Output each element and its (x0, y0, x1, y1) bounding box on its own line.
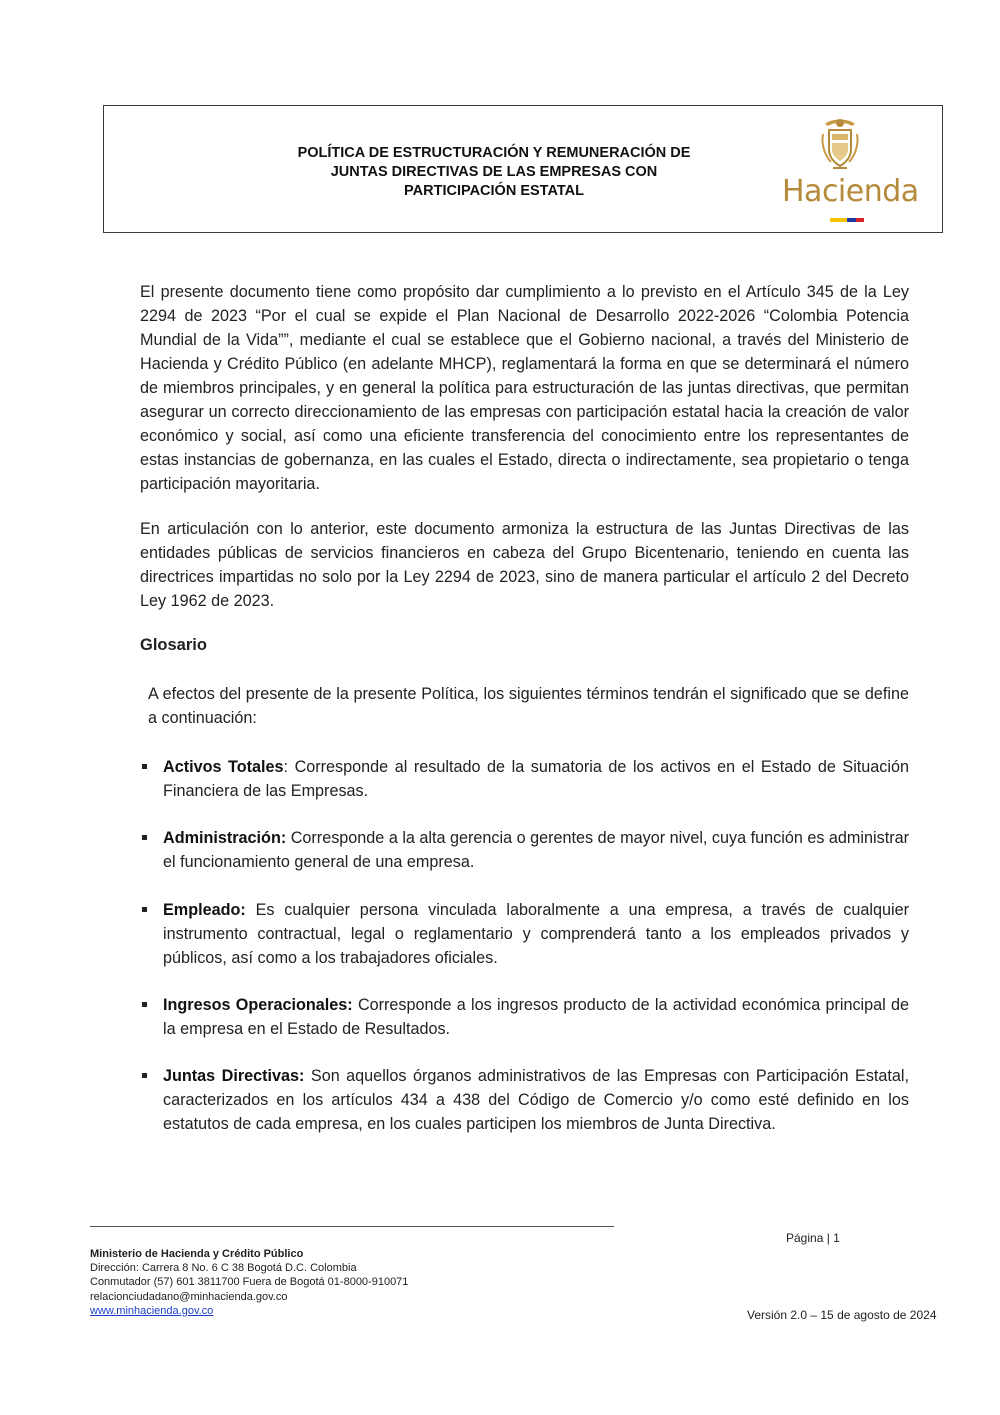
intro-paragraph: El presente documento tiene como propósito dar cumplimiento a lo previsto en el Artículo 345 de la Ley 2294 de 2023 “Por el cual se expide el Plan Nacional de Desarrollo 2022-2026 “Colombia Potencia Mundial de la Vida””, mediante el cual se establece que el Gobierno nacional, a través del Ministerio de Hacienda y Crédito Público (en adelante MHCP), reglamentará la forma en que se determinará el número de miembros principales, y en general la política para estructuración de las juntas directivas, que permitan asegurar un correcto direccionamiento de las empresas con participación estatal hacia la creación de valor económico y social, así como una eficiente transferencia del conocimiento entre los representantes de estas instancias de gobernanza, en las cuales el Estado, directa o indirectamente, sea propietario o tenga participación mayoritaria. (140, 283, 909, 493)
footer-divider (90, 1226, 614, 1227)
articulation-paragraph: En articulación con lo anterior, este documento armoniza la estructura de las Juntas Directivas de las entidades públicas de servicios financieros en cabeza del Grupo Bicentenario, teniendo en cuenta las directrices impartidas no solo por la Ley 2294 de 2023, sino de manera particular el artículo 2 del Decreto Ley 1962 de 2023. (140, 520, 909, 610)
bullet-icon (142, 1073, 147, 1078)
bullet-icon (142, 907, 147, 912)
glossary-item (140, 898, 909, 970)
page-number: Página | 1 (786, 1231, 840, 1245)
bullet-icon (142, 1002, 147, 1007)
glossary-intro: A efectos del presente de la presente Política, los siguientes términos tendrán el significado que se define a continuación: (148, 685, 909, 727)
glossary-item (140, 993, 909, 1041)
colombia-flag-stripe (830, 218, 864, 222)
document-version: Versión 2.0 – 15 de agosto de 2024 (747, 1308, 937, 1322)
title-line-1: POLÍTICA DE ESTRUCTURACIÓN Y REMUNERACIÓN DE (297, 145, 691, 161)
glossary-item (140, 826, 909, 874)
glossary-definition: Corresponde al resultado de la sumatoria de los activos en el Estado de Situación Financiera de las Empresas. (163, 758, 909, 800)
glossary-term: Activos Totales (163, 758, 284, 776)
glossary-definition: Corresponde a los ingresos producto de la actividad económica principal de la empresa en el Estado de Resultados. (163, 996, 909, 1038)
bullet-icon (142, 764, 147, 769)
glossary-term: Administración: (163, 829, 287, 847)
footer-phone: Conmutador (57) 601 3811700 Fuera de Bogotá 01-8000-910071 (90, 1276, 409, 1289)
bullet-icon (142, 835, 147, 840)
hacienda-wordmark: Hacienda (782, 174, 919, 209)
glossary-item (140, 755, 909, 803)
glossary-term: Ingresos Operacionales: (163, 996, 353, 1014)
glossary-definition: Corresponde a la alta gerencia o gerentes de mayor nivel, cuya función es administrar el funcionamiento general de una empresa. (163, 829, 909, 871)
glossary-definition: Son aquellos órganos administrativos de las Empresas con Participación Estatal, caracterizados en los artículos 434 a 438 del Código de Comercio y/o como esté definido en los estatutos de cada empresa, en los cuales participen los miembros de Junta Directiva. (163, 1067, 910, 1133)
footer-org-name: Ministerio de Hacienda y Crédito Público (90, 1248, 304, 1260)
document-header (103, 105, 943, 233)
glossary-heading: Glosario (140, 636, 207, 654)
coat-of-arms-icon (819, 116, 861, 172)
glossary-definition: Es cualquier persona vinculada laboralmente a una empresa, a través de cualquier instrumento contractual, legal o reglamentario y comprenderá tanto a los empleados privados y públicos, así como a los trabajadores oficiales. (163, 901, 909, 967)
footer-contact (90, 1247, 408, 1318)
footer-email: relacionciudadano@minhacienda.gov.co (90, 1290, 288, 1303)
glossary-item (140, 1064, 909, 1136)
title-line-2: JUNTAS DIRECTIVAS DE LAS EMPRESAS CON (330, 164, 658, 180)
glossary-term: Empleado: (163, 901, 246, 919)
footer-website-link[interactable]: www.minhacienda.gov.co (90, 1304, 214, 1317)
glossary-term: Juntas Directivas: (163, 1067, 305, 1085)
hacienda-logo (782, 114, 919, 226)
footer-address: Dirección: Carrera 8 No. 6 C 38 Bogotá D.C. Colombia (90, 1262, 357, 1275)
document-title (254, 144, 734, 201)
glossary-term-separator: : (283, 758, 289, 776)
title-line-3: PARTICIPACIÓN ESTATAL (404, 183, 584, 199)
